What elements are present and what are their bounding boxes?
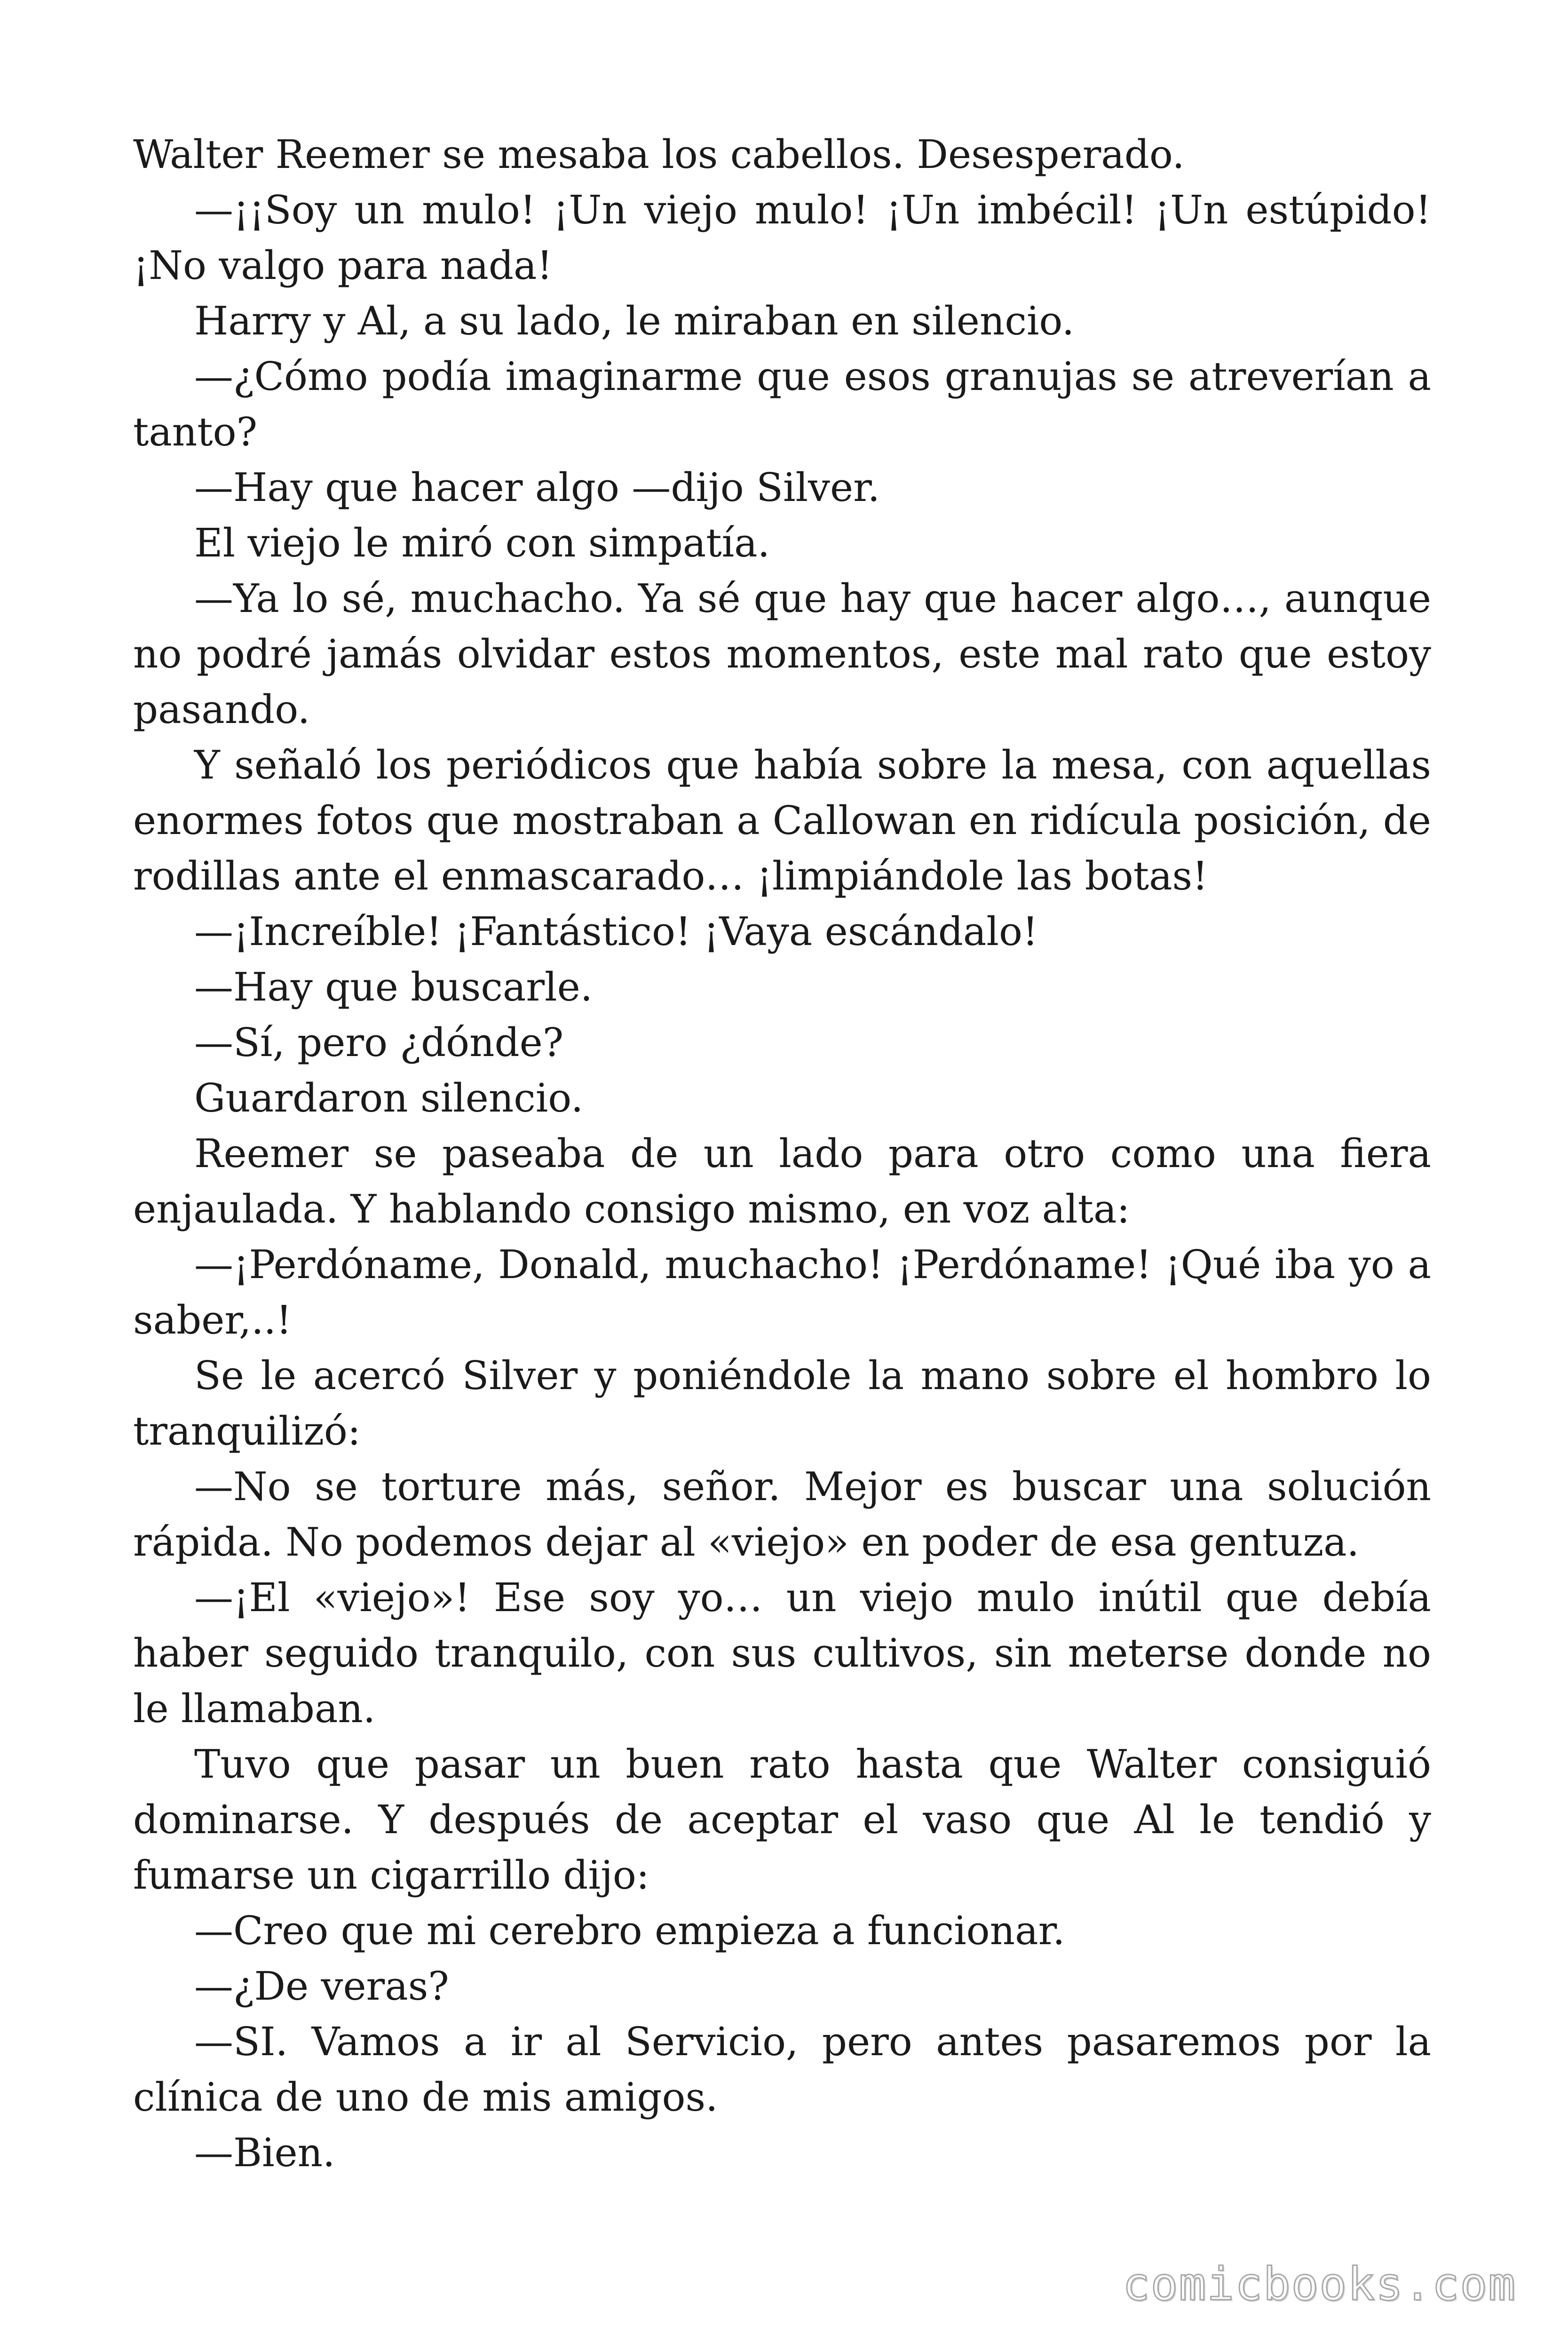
paragraph-17: —¡El «viejo»! Ese soy yo… un viejo mulo inútil que debía haber seguido tranquilo, con sus cultivos, sin meterse donde no le llamaban. — [133, 1575, 1431, 1732]
paragraph-12: Guardaron silencio. — [194, 1075, 584, 1121]
paragraph-10: —Hay que buscarle. — [194, 964, 593, 1010]
paragraph-9: —¡Increíble! ¡Fantástico! ¡Vaya escándalo! — [194, 909, 1038, 954]
paragraph-5: —Hay que hacer algo —dijo Silver. — [194, 465, 880, 510]
paragraph-1: Walter Reemer se mesaba los cabellos. Desesperado. — [133, 132, 1185, 177]
paragraph-6: El viejo le miró con simpatía. — [194, 520, 770, 566]
paragraph-22: —Bien. — [194, 2130, 335, 2176]
paragraph-19: —Creo que mi cerebro empieza a funcionar. — [194, 1908, 1065, 1954]
paragraph-2: —¡¡Soy un mulo! ¡Un viejo mulo! ¡Un imbécil! ¡Un estúpido! ¡No valgo para nada! — [133, 187, 1431, 288]
paragraph-15: Se le acercó Silver y poniéndole la mano sobre el hombro lo tranquilizó: — [133, 1353, 1431, 1454]
watermark: comicbooks.com — [1122, 2258, 1516, 2311]
paragraph-8: Y señaló los periódicos que había sobre la mesa, con aquellas enormes fotos que mostraban a Callowan en ridícula posición, de rodillas ante el enmascarado… ¡limpiándole las botas! — [133, 742, 1431, 899]
paragraph-21: —SI. Vamos a ir al Servicio, pero antes pasaremos por la clínica de uno de mis amigos. — [133, 2019, 1431, 2120]
page-text — [133, 127, 1431, 2181]
paragraph-20: —¿De veras? — [194, 1963, 449, 2009]
paragraph-7: —Ya lo sé, muchacho. Ya sé que hay que hacer algo…, aunque no podré jamás olvidar estos momentos, este mal rato que estoy pasando. — [133, 576, 1431, 732]
paragraph-14: —¡Perdóname, Donald, muchacho! ¡Perdóname! ¡Qué iba yo a saber,..! — [133, 1242, 1431, 1343]
paragraph-3: Harry y Al, a su lado, le miraban en silencio. — [194, 298, 1075, 344]
paragraph-4: —¿Cómo podía imaginarme que esos granujas se atreverían a tanto? — [133, 354, 1431, 455]
paragraph-11: —Sí, pero ¿dónde? — [194, 1020, 564, 1065]
paragraph-13: Reemer se paseaba de un lado para otro como una fiera enjaulada. Y hablando consigo mismo, en voz alta: — [133, 1131, 1431, 1232]
paragraph-18: Tuvo que pasar un buen rato hasta que Walter consiguió dominarse. Y después de aceptar el vaso que Al le tendió y fumarse un cigarrillo dijo: — [133, 1741, 1431, 1898]
paragraph-16: —No se torture más, señor. Mejor es buscar una solución rápida. No podemos dejar al «viejo» en poder de esa gentuza. — [133, 1464, 1431, 1565]
